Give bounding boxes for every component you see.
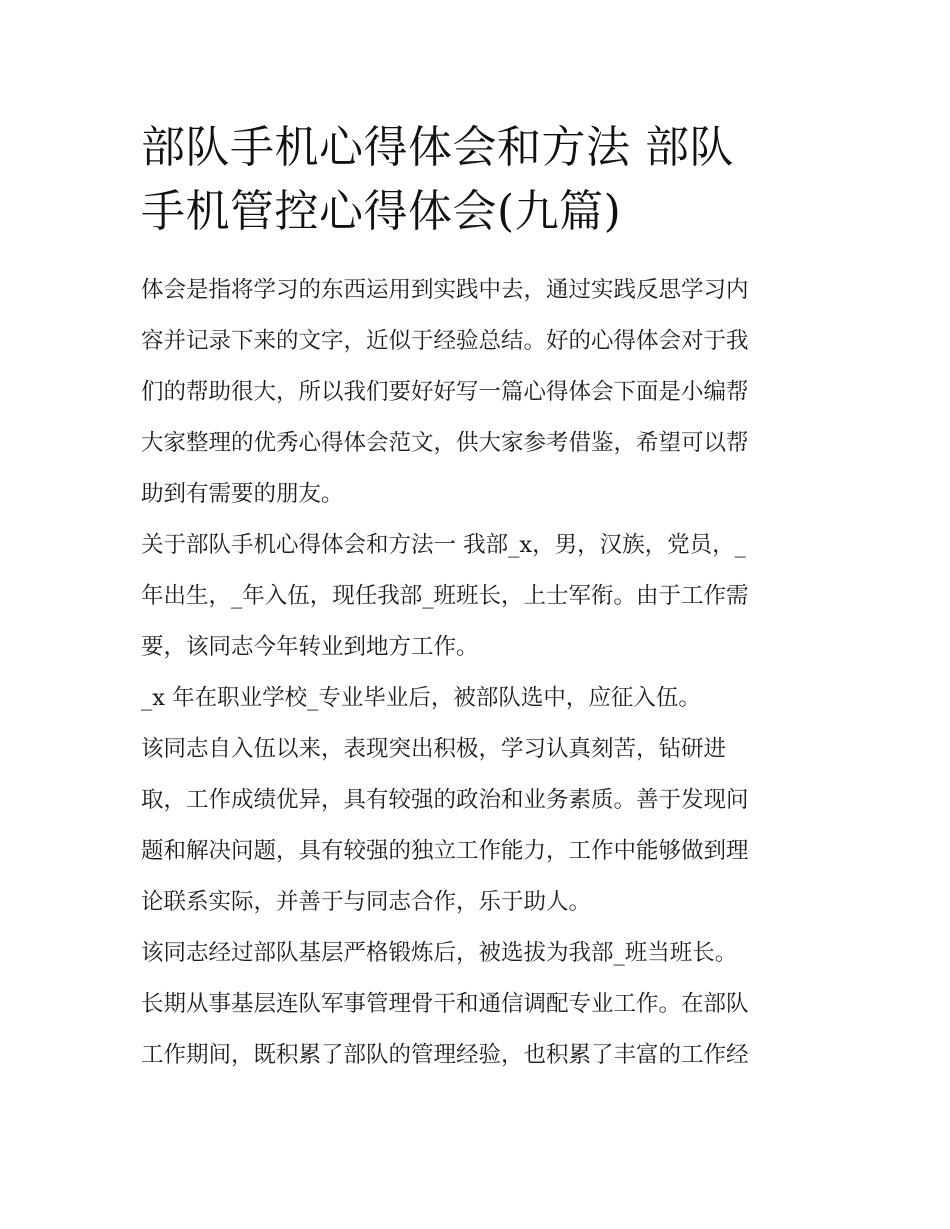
text-line: 们的帮助很大，所以我们要好好写一篇心得体会下面是小编帮: [141, 379, 749, 405]
text-line: 长期从事基层连队军事管理骨干和通信调配专业工作。在部队: [141, 991, 749, 1017]
text-line: 体会是指将学习的东西运用到实践中去，通过实践反思学习内: [141, 277, 749, 303]
experience-paragraph: [141, 979, 813, 1081]
performance-paragraph: [141, 724, 813, 928]
document-body: [141, 116, 813, 1081]
title-line: 部队手机心得体会和方法 部队: [141, 122, 734, 173]
text-line: 该同志自入伍以来，表现突出积极，学习认真刻苦，钻研进: [141, 736, 727, 762]
text-line: 关于部队手机心得体会和方法一 我部_x，男，汉族，党员，_: [141, 532, 746, 558]
text-line: 论联系实际，并善于与同志合作，乐于助人。: [141, 889, 592, 915]
text-line: 该同志经过部队基层严格锻炼后，被选拔为我部_班当班长。: [141, 940, 738, 966]
text-line: 题和解决问题，具有较强的独立工作能力，工作中能够做到理: [141, 838, 749, 864]
title-line: 手机管控心得体会(九篇): [141, 186, 622, 237]
text-line: 大家整理的优秀心得体会范文，供大家参考借鉴，希望可以帮: [141, 430, 749, 456]
intro-paragraph: [141, 265, 813, 520]
text-line: 取，工作成绩优异，具有较强的政治和业务素质。善于发现问: [141, 787, 749, 813]
enlistment-paragraph: [141, 673, 813, 724]
text-line: _x 年在职业学校_专业毕业后，被部队选中，应征入伍。: [141, 685, 701, 711]
text-line: 年出生，_年入伍，现任我部_班班长，上士军衔。由于工作需: [141, 583, 749, 609]
text-line: 助到有需要的朋友。: [141, 481, 344, 507]
section-one-paragraph: [141, 520, 813, 673]
text-line: 工作期间，既积累了部队的管理经验，也积累了丰富的工作经: [141, 1042, 749, 1068]
promotion-paragraph: [141, 928, 813, 979]
text-line: 容并记录下来的文字，近似于经验总结。好的心得体会对于我: [141, 328, 749, 354]
text-line: 要，该同志今年转业到地方工作。: [141, 634, 479, 660]
document-title: [141, 116, 813, 244]
